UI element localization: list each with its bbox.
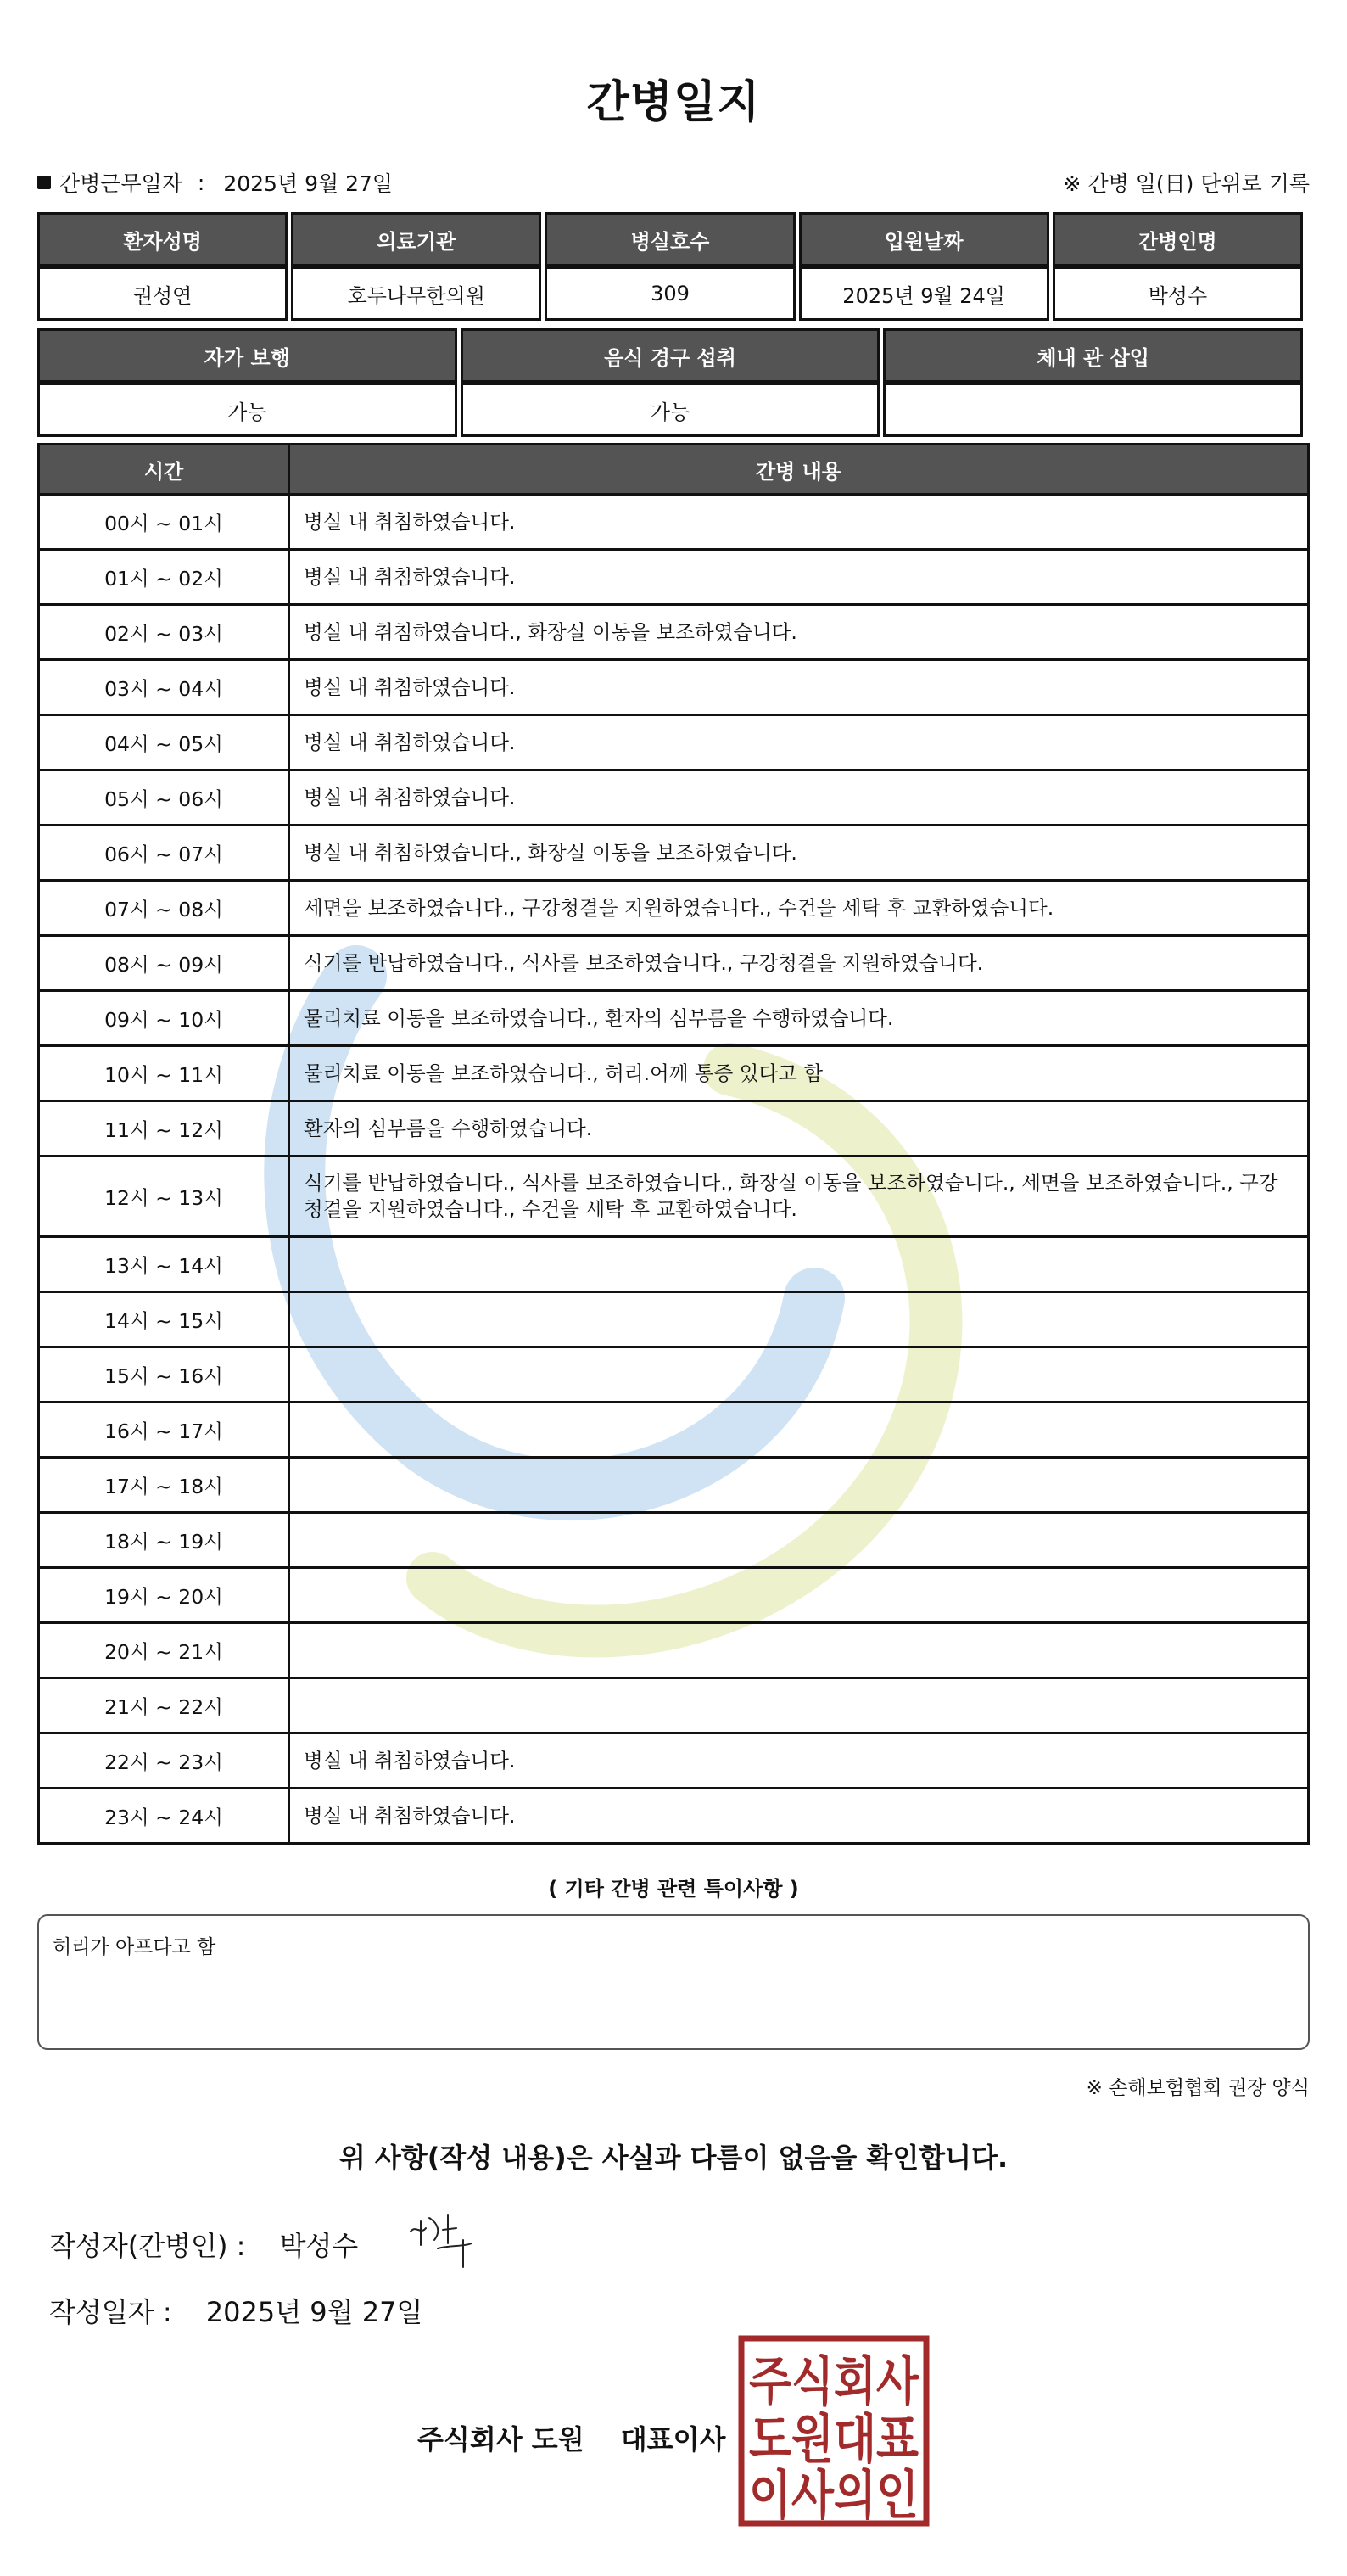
care-content: 병실 내 취침하였습니다.	[290, 716, 1310, 771]
care-content: 물리치료 이동을 보조하였습니다., 허리.어깨 통증 있다고 함	[290, 1047, 1310, 1102]
care-content	[290, 1679, 1310, 1734]
header-admission-date: 입원날짜	[799, 212, 1049, 266]
work-date-info	[37, 167, 393, 198]
self-walking-value: 가능	[37, 383, 457, 437]
status-header-row	[37, 328, 1303, 383]
timetable-row	[37, 1238, 1310, 1293]
room-number: 309	[545, 266, 795, 321]
timetable-row	[37, 551, 1310, 606]
patient-status-table	[34, 328, 1306, 437]
care-content	[290, 1403, 1310, 1459]
oral-intake-value: 가능	[461, 383, 880, 437]
time-slot: 12시 ~ 13시	[37, 1157, 290, 1238]
time-slot: 19시 ~ 20시	[37, 1569, 290, 1624]
time-slot: 06시 ~ 07시	[37, 826, 290, 882]
timetable-row	[37, 937, 1310, 992]
header-room-number: 병실호수	[545, 212, 795, 266]
timetable-row	[37, 1047, 1310, 1102]
time-slot: 23시 ~ 24시	[37, 1789, 290, 1845]
recommended-form-note: ※ 손해보험협회 권장 양식	[1086, 2077, 1310, 2099]
care-timetable	[37, 443, 1310, 1845]
writer-name: 박성수	[279, 2230, 359, 2262]
timetable-row	[37, 882, 1310, 937]
tube-insertion-value	[883, 383, 1303, 437]
timetable-row	[37, 1679, 1310, 1734]
header-hospital: 의료기관	[291, 212, 541, 266]
timetable-row	[37, 1459, 1310, 1514]
care-content: 병실 내 취침하였습니다.	[290, 1734, 1310, 1789]
care-content: 병실 내 취침하였습니다.	[290, 771, 1310, 826]
header-tube-insertion: 체내 관 삽입	[883, 328, 1303, 383]
time-slot: 04시 ~ 05시	[37, 716, 290, 771]
time-slot: 15시 ~ 16시	[37, 1348, 290, 1403]
timetable-header-row	[37, 443, 1310, 496]
timetable-row	[37, 661, 1310, 716]
timetable-row	[37, 1348, 1310, 1403]
time-slot: 00시 ~ 01시	[37, 496, 290, 551]
bullet-square-icon	[37, 176, 51, 189]
care-content: 세면을 보조하였습니다., 구강청결을 지원하였습니다., 수건을 세탁 후 교환하였습니다.	[290, 882, 1310, 937]
time-slot: 03시 ~ 04시	[37, 661, 290, 716]
company-line	[417, 2418, 725, 2457]
svg-text:도원대표: 도원대표	[749, 2408, 919, 2470]
care-content: 병실 내 취침하였습니다.	[290, 1789, 1310, 1845]
care-content	[290, 1348, 1310, 1403]
daily-record-note: ※ 간병 일(日) 단위로 기록	[1063, 171, 1310, 196]
care-content	[290, 1293, 1310, 1348]
care-content: 병실 내 취침하였습니다.	[290, 551, 1310, 606]
patient-info-header-row	[37, 212, 1303, 266]
care-content: 식기를 반납하였습니다., 식사를 보조하였습니다., 구강청결을 지원하였습니다.	[290, 937, 1310, 992]
company-name: 주식회사 도원	[417, 2423, 584, 2456]
header-oral-intake: 음식 경구 섭취	[461, 328, 880, 383]
time-slot: 18시 ~ 19시	[37, 1514, 290, 1569]
timetable-row	[37, 992, 1310, 1047]
care-content: 병실 내 취침하였습니다., 화장실 이동을 보조하였습니다.	[290, 606, 1310, 661]
timetable-body	[37, 496, 1310, 1845]
timetable-row	[37, 771, 1310, 826]
time-slot: 05시 ~ 06시	[37, 771, 290, 826]
timetable-row	[37, 1403, 1310, 1459]
header-self-walking: 자가 보행	[37, 328, 457, 383]
time-slot: 10시 ~ 11시	[37, 1047, 290, 1102]
care-content	[290, 1238, 1310, 1293]
timetable-row	[37, 1514, 1310, 1569]
time-slot: 22시 ~ 23시	[37, 1734, 290, 1789]
confirmation-statement: 위 사항(작성 내용)은 사실과 다름이 없음을 확인합니다.	[338, 2142, 1009, 2174]
time-slot: 07시 ~ 08시	[37, 882, 290, 937]
svg-text:이사의인: 이사의인	[749, 2464, 919, 2526]
care-content	[290, 1569, 1310, 1624]
work-date-separator: :	[197, 170, 205, 195]
time-slot: 08시 ~ 09시	[37, 937, 290, 992]
care-content	[290, 1459, 1310, 1514]
special-notes-title: ( 기타 간병 관련 특이사항 )	[548, 1877, 799, 1901]
time-slot: 09시 ~ 10시	[37, 992, 290, 1047]
svg-text:주식회사: 주식회사	[749, 2350, 919, 2412]
timetable-row	[37, 496, 1310, 551]
care-content: 병실 내 취침하였습니다.	[290, 661, 1310, 716]
time-slot: 16시 ~ 17시	[37, 1403, 290, 1459]
patient-info-value-row	[37, 266, 1303, 321]
writer-line	[49, 2225, 358, 2264]
time-slot: 20시 ~ 21시	[37, 1624, 290, 1679]
timetable-row	[37, 1789, 1310, 1845]
header-patient-name: 환자성명	[37, 212, 288, 266]
special-notes-box	[37, 1914, 1310, 2050]
timetable-row	[37, 1157, 1310, 1238]
time-slot: 17시 ~ 18시	[37, 1459, 290, 1514]
time-slot: 14시 ~ 15시	[37, 1293, 290, 1348]
care-content: 식기를 반납하였습니다., 식사를 보조하였습니다., 화장실 이동을 보조하였습니다., 세면을 보조하였습니다., 구강청결을 지원하였습니다., 수건을 세탁 후 교환하였습니다.	[290, 1157, 1310, 1238]
caregiver-name: 박성수	[1053, 266, 1303, 321]
care-content: 물리치료 이동을 보조하였습니다., 환자의 심부름을 수행하였습니다.	[290, 992, 1310, 1047]
writer-label: 작성자(간병인) :	[49, 2230, 246, 2262]
timetable-row	[37, 1569, 1310, 1624]
time-slot: 21시 ~ 22시	[37, 1679, 290, 1734]
header-care-content: 간병 내용	[290, 443, 1310, 496]
company-seal-stamp	[738, 2335, 930, 2527]
status-value-row	[37, 383, 1303, 437]
handwritten-signature	[404, 2206, 497, 2274]
header-time: 시간	[37, 443, 290, 496]
hospital-name: 호두나무한의원	[291, 266, 541, 321]
work-date-value: 2025년 9월 27일	[223, 171, 394, 196]
page-title: 간병일지	[586, 77, 761, 128]
patient-name: 권성연	[37, 266, 288, 321]
time-slot: 11시 ~ 12시	[37, 1102, 290, 1157]
header-caregiver-name: 간병인명	[1053, 212, 1303, 266]
patient-info-table	[34, 212, 1306, 321]
timetable-row	[37, 716, 1310, 771]
timetable-row	[37, 606, 1310, 661]
care-content	[290, 1624, 1310, 1679]
care-content	[290, 1514, 1310, 1569]
timetable-row	[37, 1624, 1310, 1679]
work-date-label: 간병근무일자	[59, 171, 182, 196]
time-slot: 02시 ~ 03시	[37, 606, 290, 661]
admission-date: 2025년 9월 24일	[799, 266, 1049, 321]
written-date-line	[49, 2291, 422, 2330]
timetable-row	[37, 1102, 1310, 1157]
written-date-value: 2025년 9월 27일	[205, 2296, 423, 2328]
care-content: 환자의 심부름을 수행하였습니다.	[290, 1102, 1310, 1157]
timetable-row	[37, 1734, 1310, 1789]
company-representative-title: 대표이사	[620, 2423, 726, 2456]
care-content: 병실 내 취침하였습니다., 화장실 이동을 보조하였습니다.	[290, 826, 1310, 882]
timetable-row	[37, 826, 1310, 882]
timetable-row	[37, 1293, 1310, 1348]
meta-row	[37, 167, 1310, 201]
care-content: 병실 내 취침하였습니다.	[290, 496, 1310, 551]
special-notes-content: 허리가 아프다고 함	[53, 1936, 216, 1958]
time-slot: 01시 ~ 02시	[37, 551, 290, 606]
written-date-label: 작성일자 :	[49, 2296, 172, 2328]
time-slot: 13시 ~ 14시	[37, 1238, 290, 1293]
